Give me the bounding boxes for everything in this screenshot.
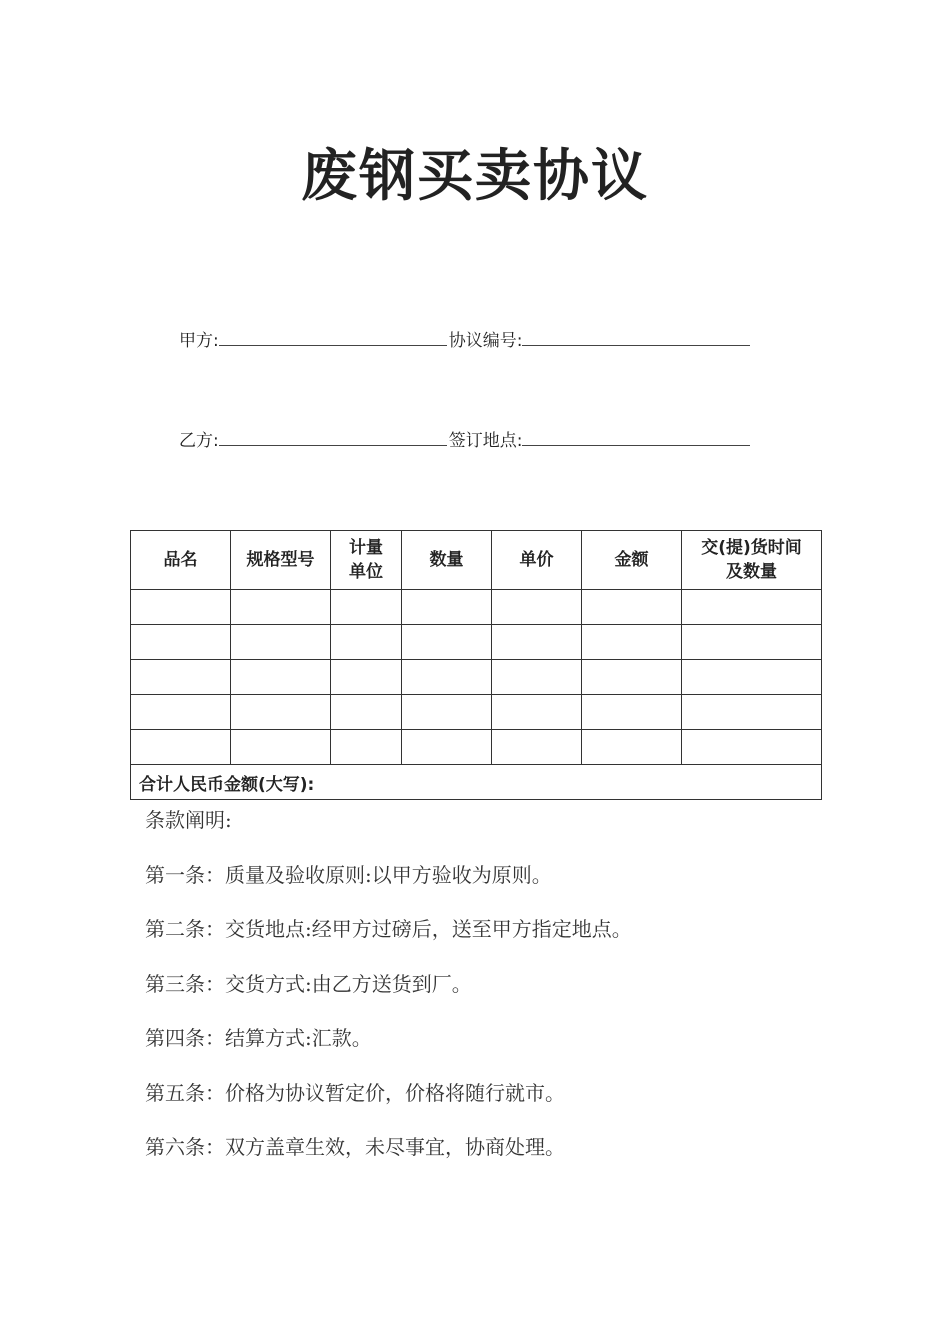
table-cell[interactable] <box>231 590 331 625</box>
table-cell[interactable] <box>682 695 822 730</box>
document-title: 废钢买卖协议 <box>301 144 649 209</box>
table-cell[interactable] <box>582 590 682 625</box>
party-a-label: 甲方: <box>179 331 219 351</box>
party-a-row <box>179 326 752 351</box>
table-cell[interactable] <box>682 660 822 695</box>
table-cell[interactable] <box>231 625 331 660</box>
clauses-section <box>145 806 632 1188</box>
col-header-quantity: 数量 <box>402 531 492 590</box>
clause-item: 第六条：双方盖章生效，未尽事宜，协商处理。 <box>145 1135 565 1159</box>
clause-item: 第五条：价格为协议暂定价，价格将随行就市。 <box>145 1080 565 1105</box>
table-cell[interactable] <box>231 660 331 695</box>
col-header-unit-price: 单价 <box>492 531 582 590</box>
table-header-row <box>131 531 822 590</box>
table-cell[interactable] <box>582 730 682 765</box>
table-cell[interactable] <box>682 730 822 765</box>
table-cell[interactable] <box>582 660 682 695</box>
goods-table <box>130 530 822 800</box>
table-cell[interactable] <box>682 590 822 625</box>
col-header-amount: 金额 <box>582 531 682 590</box>
table-cell[interactable] <box>231 730 331 765</box>
table-cell[interactable] <box>402 590 492 625</box>
table-cell[interactable] <box>402 625 492 660</box>
table-cell[interactable] <box>682 625 822 660</box>
table-cell[interactable] <box>492 660 582 695</box>
table-cell[interactable] <box>131 590 231 625</box>
agreement-no-blank[interactable] <box>522 331 750 346</box>
party-b-row <box>179 426 752 451</box>
table-cell[interactable] <box>492 695 582 730</box>
table-cell[interactable] <box>331 625 402 660</box>
table-cell[interactable] <box>582 625 682 660</box>
table-cell[interactable] <box>131 730 231 765</box>
party-b-label: 乙方: <box>179 431 219 451</box>
table-row <box>131 695 822 730</box>
table-cell[interactable] <box>231 695 331 730</box>
table-cell[interactable] <box>331 590 402 625</box>
table-cell[interactable] <box>402 730 492 765</box>
col-header-delivery: 交(提)货时间 及数量 <box>682 531 822 590</box>
sign-place-blank[interactable] <box>522 431 750 446</box>
table-row <box>131 625 822 660</box>
table-cell[interactable] <box>492 590 582 625</box>
table-row <box>131 660 822 695</box>
table-cell[interactable] <box>492 625 582 660</box>
party-b-blank[interactable] <box>219 431 447 446</box>
table-cell[interactable] <box>131 695 231 730</box>
table-cell[interactable] <box>492 730 582 765</box>
col-header-spec: 规格型号 <box>231 531 331 590</box>
table-cell[interactable] <box>331 660 402 695</box>
col-header-unit: 计量 单位 <box>331 531 402 590</box>
table-row <box>131 590 822 625</box>
party-a-blank[interactable] <box>219 331 447 346</box>
table-cell[interactable] <box>131 625 231 660</box>
table-cell[interactable] <box>131 660 231 695</box>
clause-item: 第四条：结算方式:汇款。 <box>145 1026 372 1050</box>
clauses-heading: 条款阐明: <box>145 808 232 832</box>
clause-item: 第一条：质量及验收原则:以甲方验收为原则。 <box>145 862 552 887</box>
total-amount-label[interactable]: 合计人民币金额(大写): <box>131 765 822 800</box>
clause-item: 第二条：交货地点:经甲方过磅后，送至甲方指定地点。 <box>145 917 632 941</box>
table-cell[interactable] <box>402 695 492 730</box>
agreement-no-label: 协议编号: <box>448 331 523 351</box>
table-row <box>131 730 822 765</box>
table-cell[interactable] <box>331 730 402 765</box>
table-cell[interactable] <box>402 660 492 695</box>
table-cell[interactable] <box>331 695 402 730</box>
table-cell[interactable] <box>582 695 682 730</box>
col-header-name: 品名 <box>131 531 231 590</box>
clause-item: 第三条：交货方式:由乙方送货到厂。 <box>145 971 472 996</box>
sign-place-label: 签订地点: <box>448 431 523 451</box>
total-row <box>131 765 822 800</box>
